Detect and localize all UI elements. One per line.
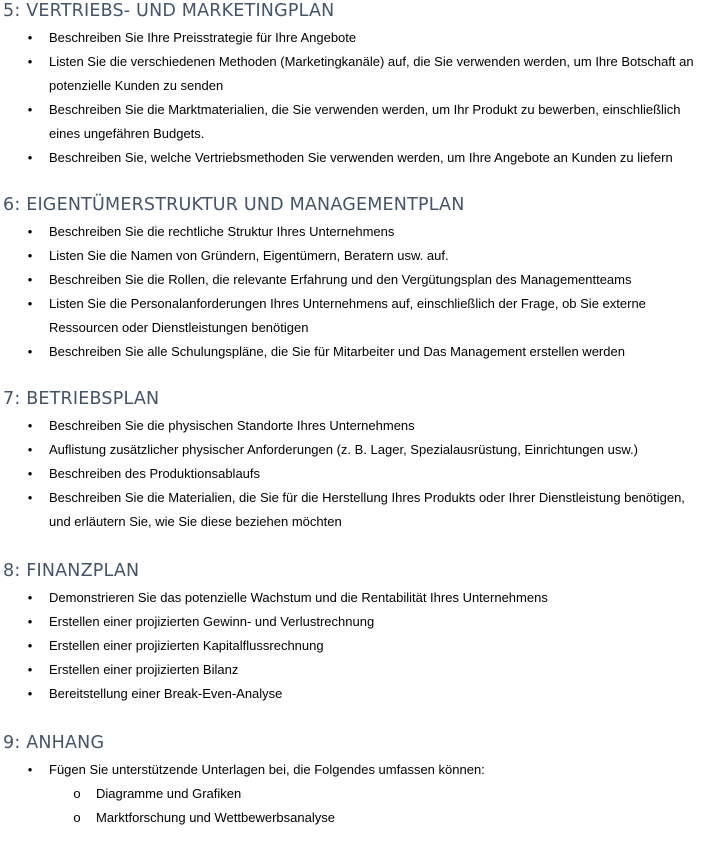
list-item [0,98,710,146]
section-finanzplan [0,560,710,706]
bullet-icon: • [27,762,33,777]
list-item-text: Beschreiben Sie die Marktmaterialien, die Sie verwenden werden, um Ihr Produkt zu bewerben, einschließlich eines ungefähren Budgets. [49,102,681,141]
bullet-icon: • [27,54,33,69]
bullet-icon: • [27,150,33,165]
list-item-text: Auflistung zusätzlicher physischer Anforderungen (z. B. Lager, Spezialausrüstung, Einrichtungen usw.) [49,442,638,457]
bullet-icon: • [27,686,33,701]
circle-bullet-icon: o [73,810,81,825]
section-heading: 5: VERTRIEBS- UND MARKETINGPLAN [3,1,335,21]
list-item [0,146,710,170]
section-vertriebs-marketingplan [0,0,710,170]
list-item [0,586,710,610]
list-item [0,634,710,658]
bullet-icon: • [27,102,33,117]
list-item-text: Beschreiben Sie die physischen Standorte Ihres Unternehmens [49,418,415,433]
circle-bullet-icon: o [73,786,81,801]
bullet-icon: • [27,442,33,457]
bullet-list [0,26,710,170]
list-item-text: Beschreiben Sie Ihre Preisstrategie für Ihre Angebote [49,30,357,45]
list-item [0,758,710,782]
bullet-icon: • [27,248,33,263]
list-item-text: Beschreiben Sie alle Schulungspläne, die Sie für Mitarbeiter und Das Management erstellen werden [49,344,625,359]
list-item [0,486,710,534]
list-item-text: Beschreiben Sie die Materialien, die Sie für die Herstellung Ihres Produkts oder Ihrer Dienstleistung benötigen, und erläutern Sie, wie Sie diese beziehen möchten [49,490,685,529]
bullet-icon: • [27,344,33,359]
list-item [0,244,710,268]
list-item-text: Demonstrieren Sie das potenzielle Wachstum und die Rentabilität Ihres Unternehmens [49,590,548,605]
bullet-list [0,220,710,364]
bullet-list [0,586,710,706]
list-item-text: Erstellen einer projizierten Bilanz [49,662,239,677]
list-item [0,658,710,682]
section-heading: 8: FINANZPLAN [3,561,140,581]
bullet-icon: • [27,30,33,45]
section-betriebsplan [0,388,710,534]
list-item [0,462,710,486]
list-item [0,26,710,50]
list-item-text: Bereitstellung einer Break-Even-Analyse [49,686,283,701]
list-item [0,610,710,634]
list-item [0,340,710,364]
bullet-icon: • [27,490,33,505]
section-heading: 9: ANHANG [3,733,105,753]
bullet-list [0,758,710,782]
bullet-icon: • [27,418,33,433]
list-item-text: Beschreiben des Produktionsablaufs [49,466,261,481]
sub-list-item-text: Diagramme und Grafiken [96,786,242,801]
list-item-text: Erstellen einer projizierten Kapitalflussrechnung [49,638,324,653]
bullet-icon: • [27,296,33,311]
bullet-icon: • [27,614,33,629]
bullet-icon: • [27,662,33,677]
bullet-icon: • [27,272,33,287]
list-item-text: Erstellen einer projizierten Gewinn- und Verlustrechnung [49,614,375,629]
list-item-text: Beschreiben Sie die Rollen, die relevante Erfahrung und den Vergütungsplan des Managementteams [49,272,632,287]
sub-list-item-text: Marktforschung und Wettbewerbsanalyse [96,810,335,825]
section-heading: 6: EIGENTÜMERSTRUKTUR UND MANAGEMENTPLAN [3,195,465,215]
list-item-text: Listen Sie die verschiedenen Methoden (Marketingkanäle) auf, die Sie verwenden werden, um Ihre Botschaft an potenzielle Kunden zu senden [49,54,694,93]
list-item-text: Listen Sie die Namen von Gründern, Eigentümern, Beratern usw. auf. [49,248,449,263]
section-heading: 7: BETRIEBSPLAN [3,389,160,409]
list-item [0,50,710,98]
bullet-icon: • [27,224,33,239]
list-item-text: Beschreiben Sie die rechtliche Struktur Ihres Unternehmens [49,224,395,239]
list-item [0,682,710,706]
list-item [0,292,710,340]
list-item-text: Beschreiben Sie, welche Vertriebsmethoden Sie verwenden werden, um Ihre Angebote an Kunden zu liefern [49,150,673,165]
section-eigentuemerstruktur-managementplan [0,194,710,364]
list-item [0,438,710,462]
sub-bullet-list [0,782,710,830]
list-item [0,414,710,438]
bullet-icon: • [27,590,33,605]
list-item [0,268,710,292]
sub-list-item [0,782,710,806]
list-item-text: Fügen Sie unterstützende Unterlagen bei, die Folgendes umfassen können: [49,762,485,777]
sub-list-item [0,806,710,830]
list-item [0,220,710,244]
bullet-icon: • [27,638,33,653]
list-item-text: Listen Sie die Personalanforderungen Ihres Unternehmens auf, einschließlich der Frage, ob Sie externe Ressourcen oder Dienstleistungen benötigen [49,296,646,335]
bullet-icon: • [27,466,33,481]
section-anhang [0,732,710,830]
bullet-list [0,414,710,534]
